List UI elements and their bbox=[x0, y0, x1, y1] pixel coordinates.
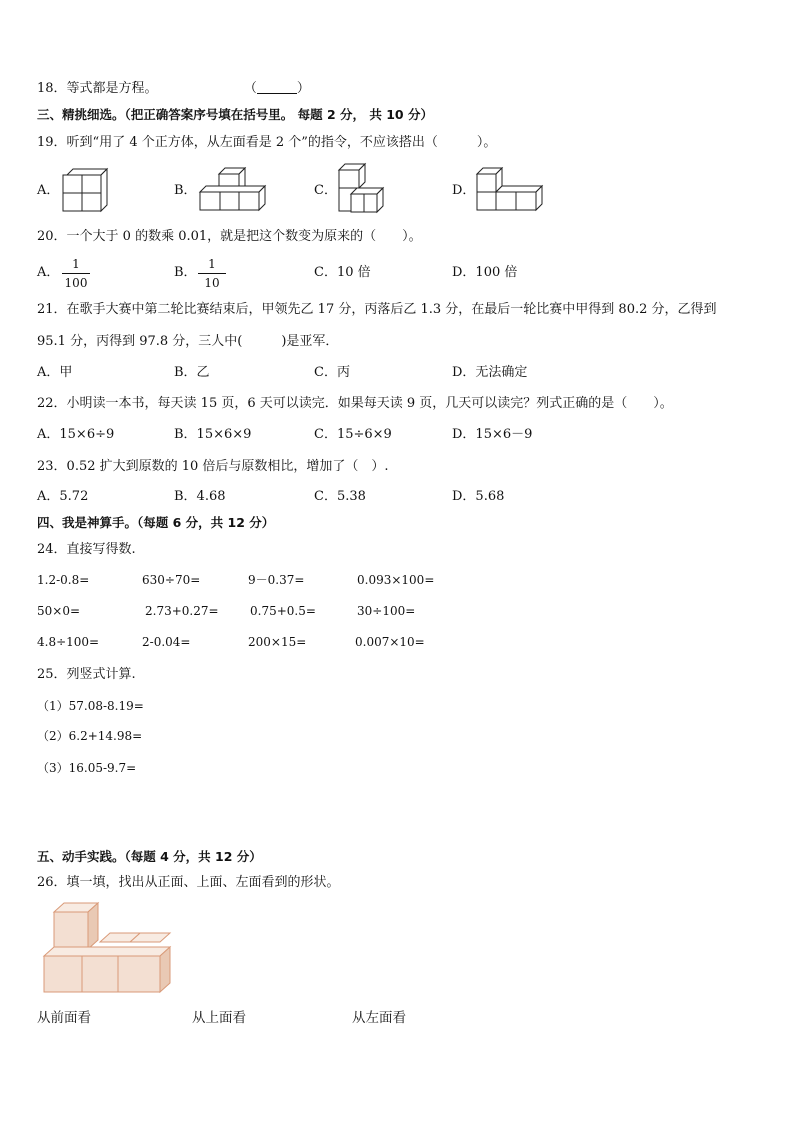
calc-item: 2.73+0.27= bbox=[145, 604, 219, 618]
option-d[interactable]: D．100 倍 bbox=[452, 265, 518, 280]
question-text: 18．等式都是方程。 bbox=[37, 81, 158, 96]
vertical-calc-item-1: （1）57.08-8.19= bbox=[37, 699, 144, 713]
option-d[interactable]: D．无法确定 bbox=[452, 365, 528, 380]
option-c[interactable]: C．5.38 bbox=[314, 489, 366, 504]
calc-item: 30÷100= bbox=[357, 604, 416, 618]
denominator: 100 bbox=[64, 276, 88, 290]
paren-open: （ bbox=[243, 81, 257, 96]
option-d[interactable]: D．5.68 bbox=[452, 489, 505, 504]
label-top-view: 从上面看 bbox=[192, 1010, 246, 1026]
question-19-text: 19．听到“用了 4 个正方体，从左面看是 2 个”的指令，不应该搭出（ ）。 bbox=[37, 135, 497, 150]
option-a[interactable]: A．15×6÷9 bbox=[37, 427, 115, 442]
numerator: 1 bbox=[72, 257, 80, 271]
label-left-view: 从左面看 bbox=[352, 1010, 406, 1026]
option-a-cube-figure[interactable] bbox=[60, 167, 110, 215]
calc-item: 4.8÷100= bbox=[37, 635, 100, 649]
denominator: 10 bbox=[204, 276, 220, 290]
fraction-bar bbox=[198, 273, 226, 274]
calc-item: 50×0= bbox=[37, 604, 81, 618]
section-4-title: 四、我是神算手。（每题 6 分，共 12 分） bbox=[37, 515, 275, 530]
fraction-bar bbox=[62, 273, 90, 274]
option-c[interactable]: C．15÷6×9 bbox=[314, 427, 392, 442]
calc-item: 2-0.04= bbox=[142, 635, 191, 649]
option-d[interactable]: D．15×6－9 bbox=[452, 427, 533, 442]
answer-blank[interactable] bbox=[257, 81, 297, 94]
option-b[interactable]: B．15×6×9 bbox=[174, 427, 252, 442]
section-3-title: 三、精挑细选。（把正确答案序号填在括号里。 每题 2 分， 共 10 分） bbox=[37, 107, 433, 122]
paren-close: ） bbox=[296, 81, 310, 96]
option-b[interactable]: B．乙 bbox=[174, 365, 210, 380]
stacked-cubes-figure bbox=[40, 900, 172, 996]
option-b[interactable]: B．4.68 bbox=[174, 489, 226, 504]
fraction-one-hundredth[interactable] bbox=[58, 256, 94, 291]
question-18 bbox=[37, 80, 310, 98]
calc-item: 630÷70= bbox=[142, 573, 201, 587]
calc-item: 1.2-0.8= bbox=[37, 573, 90, 587]
option-c-cube-figure[interactable] bbox=[335, 162, 389, 216]
question-21-line-1: 21．在歌手大赛中第二轮比赛结束后，甲领先乙 17 分，丙落后乙 1.3 分，在最后一轮比赛中甲得到 80.2 分，乙得到 bbox=[37, 302, 717, 317]
question-24-text: 24．直接写得数. bbox=[37, 542, 136, 557]
question-25-text: 25．列竖式计算. bbox=[37, 667, 136, 682]
option-c[interactable]: C．丙 bbox=[314, 365, 350, 380]
calc-item: 9－0.37= bbox=[248, 573, 305, 587]
option-b-cube-figure[interactable] bbox=[197, 167, 267, 215]
calc-item: 0.093×100= bbox=[357, 573, 435, 587]
vertical-calc-item-3: （3）16.05-9.7= bbox=[37, 761, 137, 775]
option-a[interactable]: A．5.72 bbox=[37, 489, 89, 504]
option-a-label: A． bbox=[37, 265, 60, 280]
option-b-label: B． bbox=[174, 183, 197, 198]
calc-item: 200×15= bbox=[248, 635, 307, 649]
question-26-text: 26．填一填，找出从正面、上面、左面看到的形状。 bbox=[37, 875, 340, 890]
calc-item: 0.007×10= bbox=[355, 635, 425, 649]
vertical-calc-item-2: （2）6.2+14.98= bbox=[37, 729, 143, 743]
numerator: 1 bbox=[208, 257, 216, 271]
fraction-one-tenth[interactable] bbox=[194, 256, 230, 291]
option-c-label: C． bbox=[314, 183, 337, 198]
question-22-text: 22．小明读一本书，每天读 15 页，6 天可以读完．如果每天读 9 页，几天可以读完？列式正确的是（ ）。 bbox=[37, 396, 673, 411]
question-23-text: 23．0.52 扩大到原数的 10 倍后与原数相比，增加了（ ）. bbox=[37, 459, 389, 474]
option-d-label: D． bbox=[452, 183, 476, 198]
section-5-title: 五、动手实践。（每题 4 分，共 12 分） bbox=[37, 849, 262, 864]
label-front-view: 从前面看 bbox=[37, 1010, 91, 1026]
option-d-cube-figure[interactable] bbox=[474, 167, 544, 215]
question-21-line-2: 95.1 分，丙得到 97.8 分，三人中( )是亚军． bbox=[37, 334, 339, 349]
option-c[interactable]: C．10 倍 bbox=[314, 265, 371, 280]
option-a[interactable]: A．甲 bbox=[37, 365, 73, 380]
option-a-label: A． bbox=[37, 183, 60, 198]
calc-item: 0.75+0.5= bbox=[250, 604, 316, 618]
option-b-label: B． bbox=[174, 265, 197, 280]
question-20-text: 20．一个大于 0 的数乘 0.01，就是把这个数变为原来的（ ）。 bbox=[37, 229, 422, 244]
